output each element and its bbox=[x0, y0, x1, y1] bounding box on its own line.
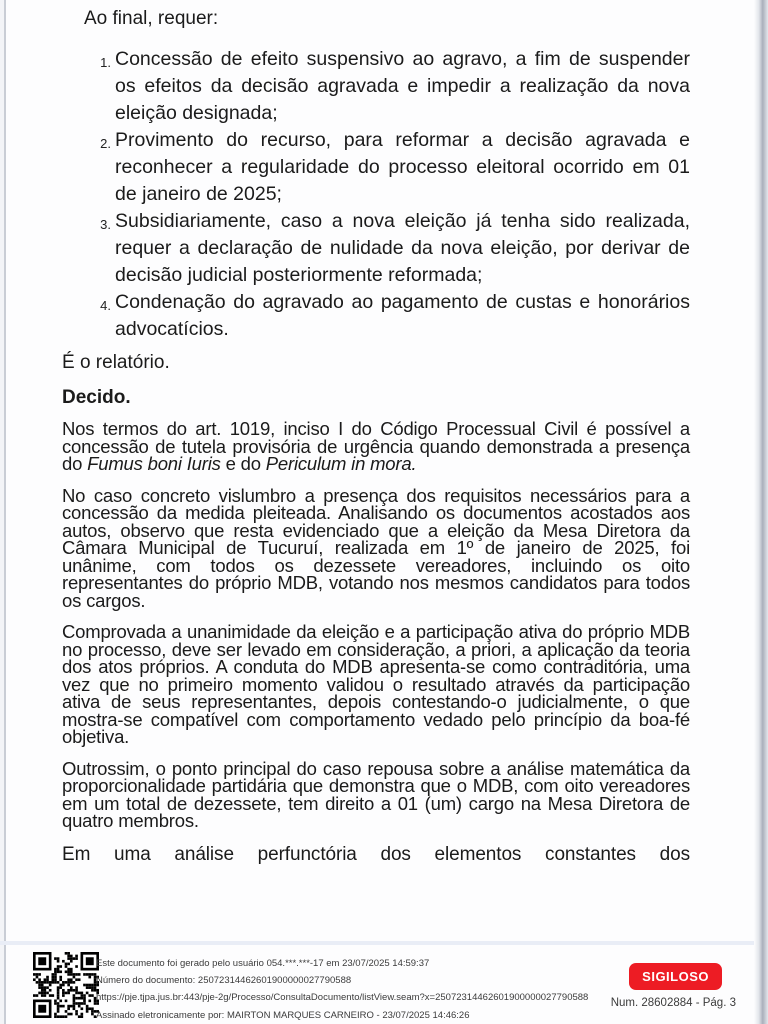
document-number-line: Número do documento: 25072314462601900000027790588 bbox=[96, 975, 352, 987]
list-item-text: Subsidiariamente, caso a nova eleição já tenha sido realizada, requer a declaração de nulidade da nova eleição, por derivar de decisão judicial posteriormente reformada; bbox=[115, 210, 690, 286]
document-footer bbox=[0, 940, 768, 1024]
list-item-number: 3. bbox=[100, 217, 111, 232]
paragraph-case-analysis: No caso concreto vislumbro a presença dos requisitos necessários para a concessão da medida pleiteada. Analisando os documentos acostados aos autos, observo que resta evidenciado que a eleição da Mesa Diretora da Câmara Municipal de Tucuruí, realizada em 1º de janeiro de 2025, foi unânime, com todos os dezessete vereadores, incluindo os oito representantes do próprio MDB, votando nos mesmos candidatos para todos os cargos. bbox=[62, 484, 690, 611]
list-item bbox=[62, 46, 690, 127]
list-item-number: 4. bbox=[100, 298, 111, 313]
list-item-text: Condenação do agravado ao pagamento de custas e honorários advocatícios. bbox=[115, 291, 690, 340]
list-item-text: Provimento do recurso, para reformar a decisão agravada e reconhecer a regularidade do processo eleitoral ocorrido em 01 de janeiro de 2025; bbox=[115, 129, 690, 205]
page-number-reference: Num. 28602884 - Pág. 3 bbox=[610, 997, 736, 1009]
list-item-number: 1. bbox=[100, 55, 111, 70]
decide-heading: Decido. bbox=[62, 387, 131, 408]
paragraph-segment: e do bbox=[220, 453, 266, 474]
paragraph-segment: Nos termos do art. 1019, inciso I do Código Processual Civil é possível a concessão de tutela provisória de urgência quando demonstrada a presença do bbox=[62, 418, 690, 474]
generated-by-line: Este documento foi gerado pelo usuário 054.***.***-17 em 23/07/2025 14:59:37 bbox=[96, 958, 430, 969]
sigiloso-badge: SIGILOSO bbox=[629, 963, 722, 990]
list-item-number: 2. bbox=[100, 136, 111, 151]
list-item bbox=[62, 208, 690, 289]
paragraph-proportionality: Outrossim, o ponto principal do caso repousa sobre a análise matemática da proporcionalidade partidária que demonstra que o MDB, com oito vereadores em um total de dezessete, tem direito a 01 (um) cargo na Mesa Diretora de quatro membros. bbox=[62, 757, 690, 831]
list-item-text: Concessão de efeito suspensivo ao agravo, a fim de suspender os efeitos da decisão agravada e impedir a realização da nova eleição designada; bbox=[115, 48, 690, 124]
footer-metadata bbox=[96, 955, 588, 1024]
requests-list bbox=[62, 46, 690, 343]
latin-term-periculum-in-mora: Periculum in mora. bbox=[265, 453, 417, 474]
intro-line: Ao final, requer: bbox=[84, 8, 219, 29]
qr-code bbox=[33, 952, 99, 1018]
paragraph-continuation: Em uma análise perfunctória dos elementos constantes dos bbox=[62, 843, 690, 865]
page-edge-right bbox=[754, 0, 768, 1024]
signed-by-line: Assinado eletronicamente por: MAIRTON MARQUES CARNEIRO - 23/07/2025 14:46:26 bbox=[96, 1009, 470, 1021]
list-item bbox=[62, 127, 690, 208]
list-item bbox=[62, 289, 690, 343]
page-edge-left bbox=[4, 0, 6, 1024]
latin-term-fumus-boni-iuris: Fumus boni Iuris bbox=[87, 453, 221, 474]
paragraph-unanimity: Comprovada a unanimidade da eleição e a participação ativa do próprio MDB no processo, deve ser levado em consideração, a priori, a aplicação da teoria dos atos próprios. A conduta do MDB apresenta-se como contraditória, uma vez que no primeiro momento validou o resultado através da participação ativa de seus representantes, depois contestando-o judicialmente, o que mostra-se compatível com comportamento vedado pelo princípio da boa-fé objetiva. bbox=[62, 621, 690, 747]
report-line: É o relatório. bbox=[62, 352, 170, 373]
paragraph-legal-basis bbox=[62, 420, 690, 473]
document-url: https://pje.tjpa.jus.br:443/pje-2g/Processo/ConsultaDocumento/listView.seam?x=25072314462601900000027790588 bbox=[96, 992, 589, 1004]
document-body bbox=[62, 8, 690, 866]
